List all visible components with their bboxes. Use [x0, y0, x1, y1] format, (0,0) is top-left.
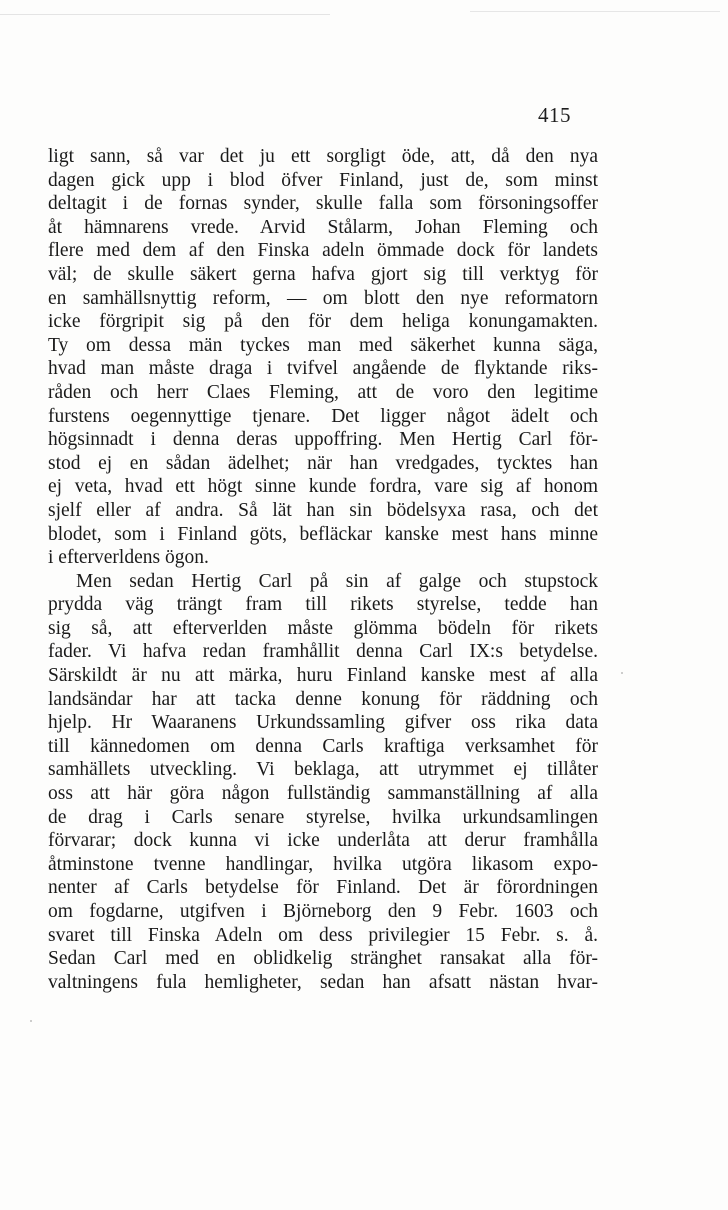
text-line: ej veta, hvad ett högt sinne kunde fordra, vare sig af honom — [48, 476, 598, 498]
text-line: prydda väg trängt fram till rikets styrelse, tedde han — [48, 594, 598, 616]
text-line: till kännedomen om denna Carls kraftiga verksamhet för — [48, 735, 598, 757]
text-line: Sedan Carl med en oblidkelig stränghet ransakat alla för- — [48, 948, 598, 970]
scan-artifact-top-right — [470, 11, 720, 12]
text-line: hjelp. Hr Waaranens Urkundssamling gifver oss rika data — [48, 712, 598, 734]
text-line: de drag i Carls senare styrelse, hvilka urkundsamlingen — [48, 806, 598, 828]
text-line: åtminstone tvenne handlingar, hvilka utgöra likasom expo- — [48, 853, 598, 875]
text-line: flere med dem af den Finska adeln ömmade dock för landets — [48, 240, 598, 262]
text-line: svaret till Finska Adeln om dess privilegier 15 Febr. s. å. — [48, 924, 598, 946]
text-line: väl; de skulle säkert gerna hafva gjort sig till verktyg för — [48, 263, 598, 285]
text-line: fader. Vi hafva redan framhållit denna Carl IX:s betydelse. — [48, 641, 598, 663]
text-line: om fogdarne, utgifven i Björneborg den 9 Febr. 1603 och — [48, 901, 598, 922]
text-line: Särskildt är nu att märka, huru Finland kanske mest af alla — [48, 665, 598, 687]
text-line-paragraph-start: Men sedan Hertig Carl på sin af galge och stupstock — [76, 570, 598, 592]
text-line: sjelf eller af andra. Så lät han sin bödelsyxa rasa, och det — [48, 499, 598, 521]
scan-artifact-dot-lower — [30, 1020, 32, 1022]
text-line: förvarar; dock kunna vi icke underlåta att derur framhålla — [48, 830, 598, 852]
text-line: högsinnadt i denna deras uppoffring. Men Hertig Carl för- — [48, 429, 598, 451]
text-line: valtningens fula hemligheter, sedan han afsatt nästan hvar- — [48, 971, 598, 993]
text-line: landsändar har att tacka denne konung för räddning och — [48, 688, 598, 710]
text-line: stod ej en sådan ädelhet; när han vredgades, tycktes han — [48, 452, 598, 474]
text-line: samhällets utveckling. Vi beklaga, att utrymmet ej tillåter — [48, 759, 598, 781]
text-line: ligt sann, så var det ju ett sorgligt öde, att, då den nya — [48, 146, 598, 167]
page-number: 415 — [538, 103, 571, 127]
body-text — [48, 145, 598, 994]
text-line: nenter af Carls betydelse för Finland. Det är förordningen — [48, 877, 598, 899]
text-line: sig så, att efterverlden måste glömma bödeln för rikets — [48, 617, 598, 639]
text-line: furstens oegennyttige tjenare. Det ligger något ädelt och — [48, 405, 598, 427]
text-line: Ty om dessa män tyckes man med säkerhet kunna säga, — [48, 334, 598, 356]
text-line: blodet, som i Finland göts, befläckar kanske mest hans minne — [48, 523, 598, 545]
text-line: deltagit i de fornas synder, skulle falla som försoningsoffer — [48, 193, 598, 215]
text-line: råden och herr Claes Fleming, att de voro den legitime — [48, 381, 598, 403]
text-line: icke förgripit sig på den för dem heliga konungamakten. — [48, 311, 598, 333]
text-line-paragraph-end: i efterverldens ögon. — [48, 547, 209, 569]
scan-artifact-top-left — [0, 14, 330, 15]
text-line: hvad man måste draga i tvifvel angående de flyktande riks- — [48, 358, 598, 380]
scan-artifact-dot — [621, 672, 623, 674]
text-line: oss att här göra någon fullständig sammanställning af alla — [48, 783, 598, 805]
text-line: en samhällsnyttig reform, — om blott den nye reformatorn — [48, 287, 598, 309]
text-line: dagen gick upp i blod öfver Finland, just de, som minst — [48, 169, 598, 191]
text-line: åt hämnarens vrede. Arvid Stålarm, Johan Fleming och — [48, 216, 598, 238]
